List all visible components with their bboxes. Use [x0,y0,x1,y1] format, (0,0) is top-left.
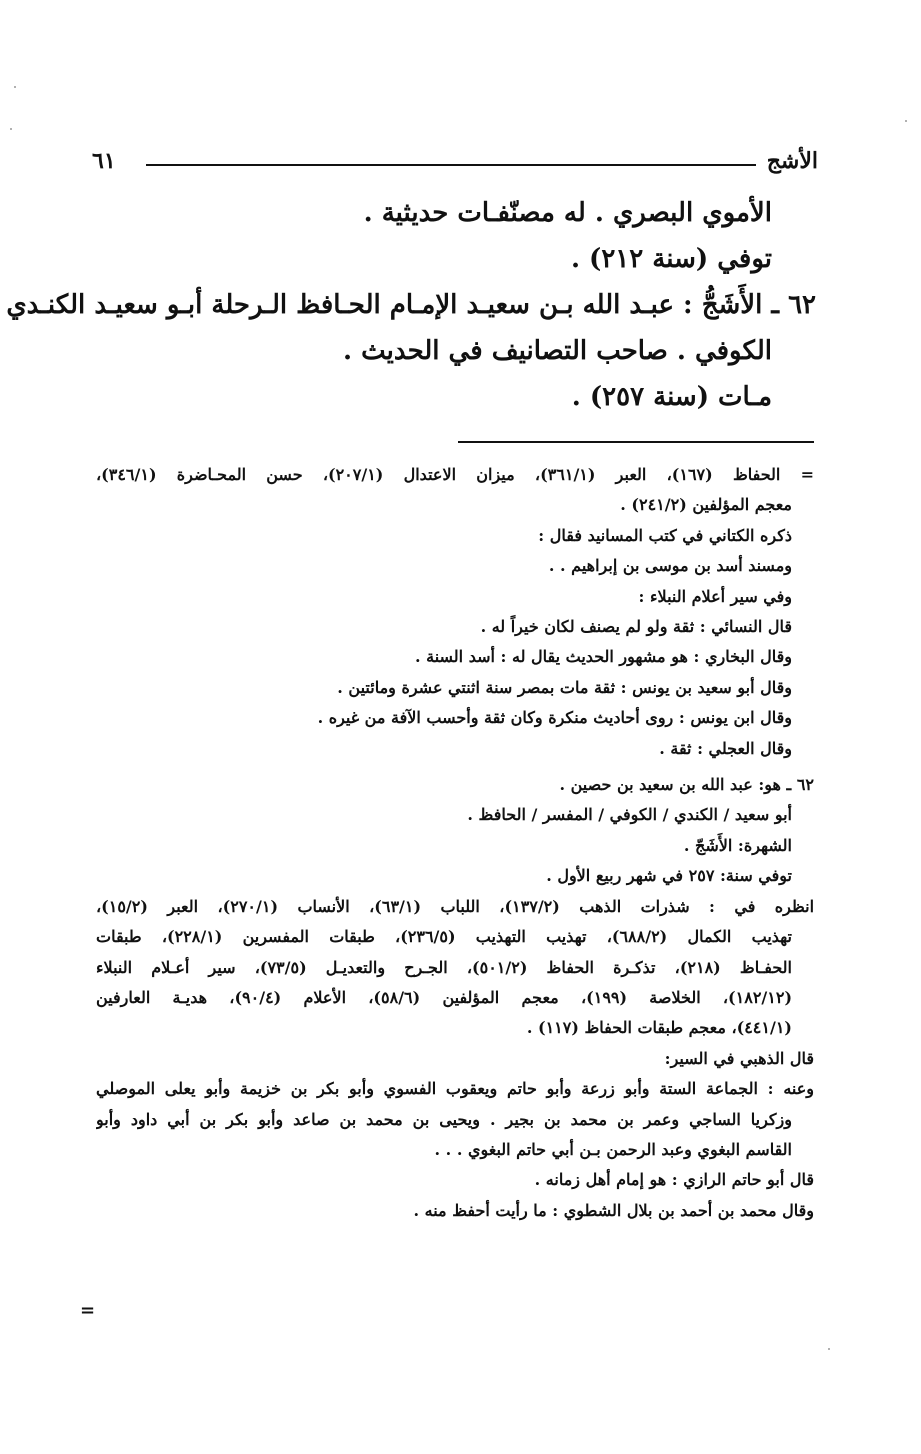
header-rule [146,164,756,166]
footnote-line: وقال ابن يونس : روى أحاديث منكرة وكان ثقة وأحسب الآفة من غيره . [317,708,792,728]
page-number: ٦١ [92,148,116,174]
footnote-line: توفي سنة: ٢٥٧ في شهر ربيع الأول . [546,866,792,886]
footnote-line: الشهرة: الأَشَجّ . [683,835,792,855]
footnote-line: وعنه : الجماعة الستة وأبو زرعة وأبو حاتم ويعقوب الفسوي وأبو بكر بن خزيمة وأبو يعلى الموصلي [96,1079,814,1099]
main-line: الكوفي . صاحب التصانيف في الحديث . [343,336,772,366]
footnote-line: القاسم البغوي وعبد الرحمن بـن أبي حاتم البغوي . . . [434,1139,792,1159]
footnote-line: (٤٤١/١)، معجم طبقات الحفاظ (١١٧) . [526,1018,792,1038]
footnote-line: أبو سعيد / الكندي / الكوفي / المفسر / الحافظ . [467,805,792,825]
footnote-rule [458,441,814,443]
footnote-line: ومسند أسد بن موسى بن إبراهيم . . [548,556,792,576]
entry-heading: ٦٢ ـ الأَشَجُّ : عبـد الله بـن سعيـد الإمـام الحـافظ الـرحلة أبـو سعيـد الكنـدي [6,290,816,320]
page-header [92,148,818,178]
footnote-line: وقال العجلي : ثقة . [659,738,792,758]
footnote-line: وقال البخاري : هو مشهور الحديث يقال له : أسد السنة . [414,647,792,667]
scan-speck [905,120,907,122]
scan-speck [828,1348,830,1350]
footnote-line: وقال أبو سعيد بن يونس : ثقة مات بمصر سنة اثنتي عشرة ومائتين . [337,677,792,697]
main-text [6,190,816,420]
footnote-line: وقال محمد بن أحمد بن بلال الشطوي : ما رأيت أحفظ منه . [413,1200,814,1220]
main-line: توفي (سنة ٢١٢) . [570,244,772,274]
scan-speck [10,128,12,130]
footnote-line: قال الذهبي في السير: [664,1048,814,1068]
footnote-line: تهذيب الكمال (٦٨٨/٢)، تهذيب التهذيب (٢٣٦/٥)، طبقات المفسرين (٢٢٨/١)، طبقات [96,927,792,947]
scan-speck [14,86,16,88]
footnote-line: الحفـاظ (٢١٨)، تذكـرة الحفاظ (٥٠١/٢)، الجـرح والتعديـل (٧٣/٥)، سير أعـلام النبلاء [96,957,793,977]
footnote-line: معجم المؤلفين (٢٤١/٢) . [620,495,792,515]
footnotes [96,460,814,1226]
footnote-line: قال أبو حاتم الرازي : هو إمام أهل زمانه . [534,1170,814,1190]
footnote-line: انظره في : شذرات الذهب (١٣٧/٢)، اللباب (٦٣/١)، الأنساب (٢٧٠/١)، العبر (١٥/٢)، [96,896,814,916]
footnote-line: وفي سير أعلام النبلاء : [638,586,792,606]
footnote-line: وزكريا الساجي وعمر بن محمد بن بجير . ويحيى بن محمد بن صاعد وأبو بكر بن أبي داود وأبو [96,1109,792,1129]
footnote-line: = الحفاظ (١٦٧)، العبر (٣٦١/١)، ميزان الاعتدال (٢٠٧/١)، حسن المحـاضرة (٣٤٦/١)، [96,465,814,484]
footnote-line: ذكره الكتاني في كتب المسانيد فقال : [538,525,792,545]
footnote-heading: ٦٢ ـ هو: عبد الله بن سعيد بن حصين . [559,775,814,795]
main-line: مـات (سنة ٢٥٧) . [571,382,772,412]
footnote-line: (١٨٢/١٢)، الخلاصة (١٩٩)، معجم المؤلفين (٥٨/٦)، الأعلام (٩٠/٤)، هديـة العارفين [96,987,793,1007]
running-title: الأشج [766,148,818,174]
footnote-line: قال النسائي : ثقة ولو لم يصنف لكان خيراً له . [480,617,792,637]
continuation-mark: = [80,1300,96,1321]
main-line: الأموي البصري . له مصنّفـات حديثية . [363,198,772,228]
